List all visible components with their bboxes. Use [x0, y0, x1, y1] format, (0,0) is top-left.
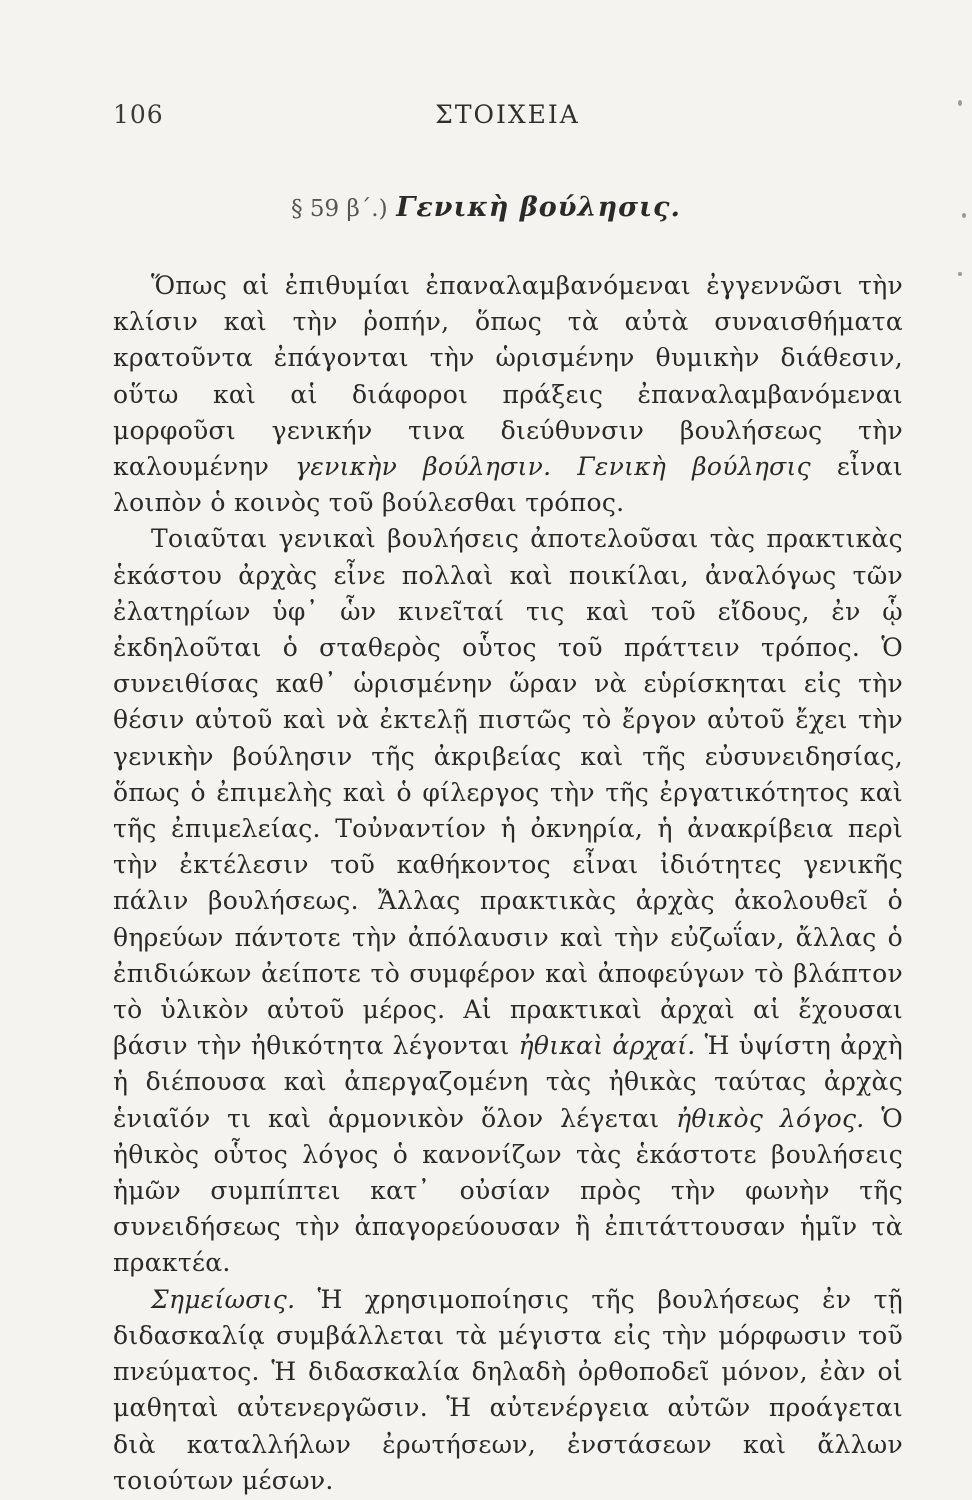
paper-speck: [958, 100, 962, 106]
paragraph-1: Ὅπως αἱ ἐπιθυμίαι ἐπαναλαμβανόμεναι ἐγγεννῶσι τὴν κλίσιν καὶ τὴν ῥοπήν, ὅπως τὰ αὐτὰ συναισθήματα κρατοῦντα ἐπάγονται τὴν ὡρισμένην θυμικὴν διάθεσιν, οὕτω καὶ αἱ διάφοροι πράξεις ἐπαναλαμβανόμεναι μορφοῦσι γενικήν τινα διεύθυνσιν βουλήσεως τὴν καλουμένην γενικὴν βούλησιν. Γενικὴ βούλησις εἶναι λοιπὸν ὁ κοινὸς τοῦ βούλεσθαι τρόπος.: [113, 271, 904, 518]
note-paragraph: Σημείωσις. Ἡ χρησιμοποίησις τῆς βουλήσεως ἐν τῇ διδασκαλίᾳ συμβάλλεται τὰ μέγιστα εἰς τὴν μόρφωσιν τοῦ πνεύματος. Ἡ διδασκαλία δηλαδὴ ὀρθοποδεῖ μόνον, ἐὰν οἱ μαθηταὶ αὐτενεργῶσιν. Ἡ αὐτενέργεια αὐτῶν προάγεται διὰ καταλλήλων ἐρωτήσεων, ἐνστάσεων καὶ ἄλλων τοιούτων μέσων.: [113, 1284, 903, 1495]
page-header: [113, 100, 862, 140]
emphasis-general-will: γενικὴν βούλησιν.: [295, 452, 552, 482]
section-heading: [0, 192, 972, 223]
emphasis-ethical-reason: ἠθικὸς λόγος.: [676, 1103, 865, 1133]
page-number: 106: [113, 100, 164, 129]
running-head: ΣΤΟΙΧΕΙΑ: [435, 100, 580, 129]
emphasis-ethical-principles: ἠθικαὶ ἀρχαί.: [518, 1031, 696, 1061]
paper-speck: [962, 213, 966, 218]
section-title: Γενικὴ βούλησις.: [396, 192, 681, 223]
body-text: [113, 268, 903, 1499]
paper-speck: [958, 272, 962, 276]
section-number: § 59 β΄.): [291, 196, 388, 222]
emphasis-general-will-2: Γενικὴ βούλησις: [577, 452, 811, 482]
note-label: Σημείωσις.: [151, 1284, 296, 1314]
paragraph-2: Τοιαῦται γενικαὶ βουλήσεις ἀποτελοῦσαι τὰς πρακτικὰς ἑκάστου ἀρχὰς εἶνε πολλαὶ καὶ ποικίλαι, ἀναλόγως τῶν ἐλατηρίων ὑφ᾽ ὧν κινεῖταί τις καὶ τοῦ εἴδους, ἐν ᾧ ἐκδηλοῦται ὁ σταθερὸς οὗτος τοῦ πράττειν τρόπος. Ὁ συνειθίσας καθ᾽ ὡρισμένην ὥραν νὰ εὑρίσκηται εἰς τὴν θέσιν αὐτοῦ καὶ νὰ ἐκτελῇ πιστῶς τὸ ἔργον αὐτοῦ ἔχει τὴν γενικὴν βούλησιν τῆς ἀκριβείας καὶ τῆς εὐσυνειδησίας, ὅπως ὁ ἐπιμελὴς καὶ ὁ φίλεργος τὴν τῆς ἐργατικότητος καὶ τῆς ἐπιμελείας. Τοὐναντίον ἡ ὀκνηρία, ἡ ἀνακρίβεια περὶ τὴν ἐκτέλεσιν τοῦ καθήκοντος εἶναι ἰδιότητες γενικῆς πάλιν βουλήσεως. Ἄλλας πρακτικὰς ἀρχὰς ἀκολουθεῖ ὁ θηρεύων πάντοτε τὴν ἀπόλαυσιν καὶ τὴν εὐζωΐαν, ἄλλας ὁ ἐπιδιώκων ἀείποτε τὸ συμφέρον καὶ ἀποφεύγων τὸ βλάπτον τὸ ὑλικὸν αὐτοῦ μέρος. Αἱ πρακτικαὶ ἀρχαὶ αἱ ἔχουσαι βάσιν τὴν ἠθικότητα λέγονται ἠθικαὶ ἀρχαί. Ἡ ὑψίστη ἀρχὴ ἡ διέπουσα καὶ ἀπεργαζομένη τὰς ἠθικὰς ταύτας ἀρχὰς ἑνιαῖόν τι καὶ ἁρμονικὸν ὅλον λέγεται ἠθικὸς λόγος. Ὁ ἠθικὸς οὗτος λόγος ὁ κανονίζων τὰς ἑκάστοτε βουλήσεις ἡμῶν συμπίπτει κατ᾽ οὐσίαν πρὸς τὴν φωνὴν τῆς συνειδήσεως τὴν ἀπαγορεύουσαν ἢ ἐπιτάττουσαν ἡμῖν τὰ πρακτέα.: [113, 524, 903, 1278]
